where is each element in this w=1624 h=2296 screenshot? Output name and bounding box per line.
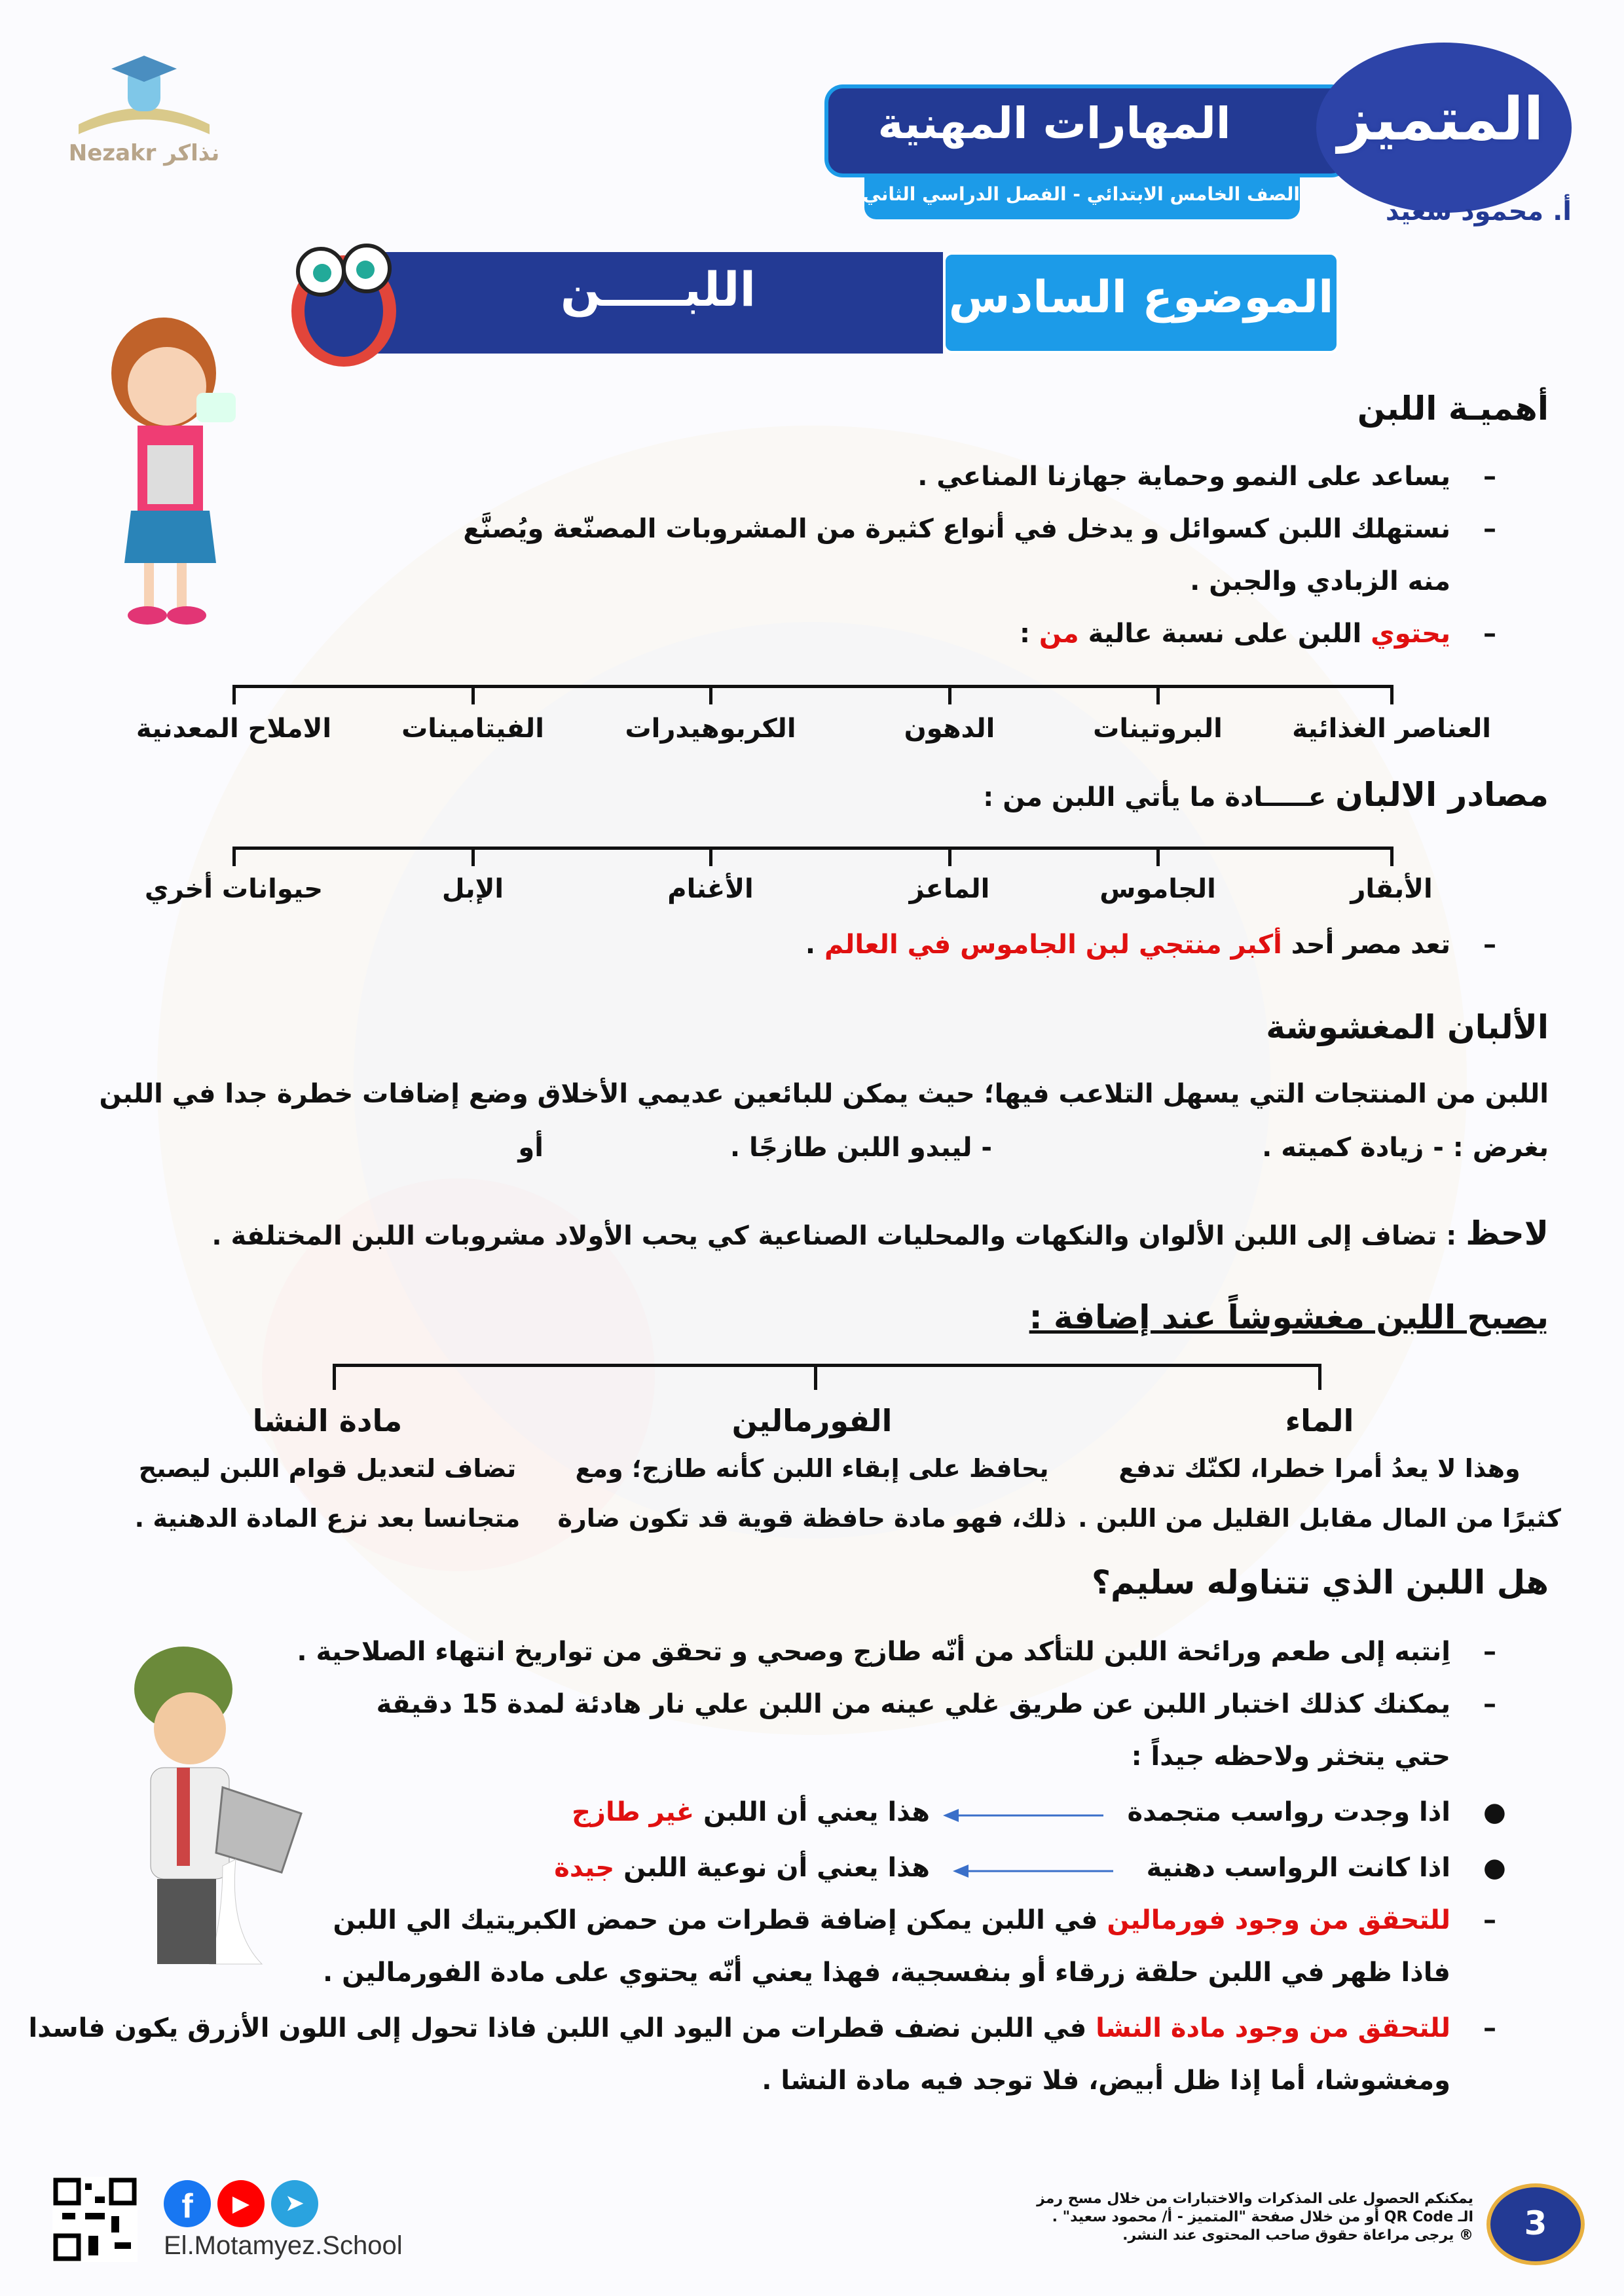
description-line: وهذا لا يعدُ أمرا خطرا، لكنّك تدفع [1118,1454,1521,1483]
note-line [212,1214,1549,1252]
social-icons [164,2180,318,2227]
tree-label: البروتينات [1093,714,1223,744]
note-label: لاحظ [1466,1214,1549,1252]
bullet-dash: – [1483,2013,1496,2043]
additive-description [135,1444,521,1543]
contains-highlight: يحتوي [1371,619,1450,649]
starch-test-highlight: للتحقق من وجود مادة النشا [1096,2013,1450,2043]
arrow-left-icon [953,1861,1116,1881]
bullet-dash: – [1483,514,1496,544]
fact-text: . [805,930,824,960]
additive-description [557,1444,1066,1543]
youtube-icon[interactable]: ▶ [217,2180,265,2227]
arrow-left-icon [943,1806,1107,1825]
result-text: هذا يعني أن اللبن [694,1797,930,1827]
starch-test [28,2013,1450,2043]
telegram-icon[interactable]: ➤ [271,2180,318,2227]
grade-label: الصف الخامس الابتدائي - الفصل الدراسي الثاني [862,183,1300,205]
importance-bullet: يساعد على النمو وحماية جهازنا المناعي . [917,462,1450,492]
sources-line [983,776,1549,814]
safe-bullet: يمكنك كذلك اختبار اللبن عن طريق غلي عينه من اللبن علي نار هادئة لمدة 15 دقيقة [376,1689,1450,1719]
additives-heading: يصبح اللبن مغشوشاً عند إضافة : [1029,1298,1549,1336]
tree-branch [1318,1364,1321,1390]
safe-milk-heading: هل اللبن الذي تتناوله سليم؟ [1091,1563,1549,1601]
tree-label: الدهون [904,714,995,744]
additive-description [1078,1444,1561,1543]
tree-line [232,847,1392,850]
tree-branch [232,685,236,704]
starch-test-text: في اللبن نضف قطرات من اليود الي اللبن فاذا تحول إلى اللون الأزرق يكون فاسدا [28,2013,1096,2043]
adulterated-heading: الألبان المغشوشة [1266,1008,1549,1046]
tree-branch [709,685,712,704]
notice-line: يمكنكم الحصول على المذكرات والاختبارات من خلال مسح رمز [1037,2191,1473,2207]
test-result-condition: اذا كانت الرواسب دهنية [1146,1853,1450,1883]
purpose-2: - ليبدو اللبن طازجًا . [729,1133,992,1163]
bullet-dash: – [1483,930,1496,960]
site-handle[interactable]: El.Motamyez.School [164,2231,403,2260]
tree-label: الجاموس [1099,874,1216,904]
safe-bullet-cont: حتي يتخثر ولاحظه جيداً : [1131,1741,1450,1772]
importance-bullet: نستهلك اللبن كسوائل و يدخل في أنواع كثيرة من المشروبات المصنّعة ويُصنَّع [463,514,1450,544]
result-highlight: جيدة [554,1853,615,1883]
tree-branch [814,1364,817,1390]
tree-branch [333,1364,336,1390]
formalin-test-highlight: للتحقق من وجود فورمالين [1107,1905,1450,1935]
description-line: يحافظ على إبقاء اللبن كأنه طازج؛ ومع [575,1454,1049,1483]
importance-heading: أهميـة اللبن [1357,390,1549,428]
tree-branch [1156,847,1160,866]
tree-label: الكربوهيدرات [625,714,796,744]
page-number-badge [1486,2183,1585,2265]
importance-bullet-cont: منه الزبادي والجبن . [1190,566,1450,596]
tree-branch [471,847,475,866]
bullet-dash: – [1483,462,1496,492]
additive-name: الفورمالين [731,1403,893,1438]
starch-test-cont: ومغشوشا، أما إذا ظل أبيض، فلا توجد فيه مادة النشا . [762,2066,1450,2096]
page-number: 3 [1524,2204,1547,2242]
note-text: : تضاف إلى اللبن الألوان والنكهات والمحليات الصناعية كي يحب الأولاد مشروبات اللبن المختلفة . [212,1221,1466,1251]
tree-label: العناصر الغذائية [1292,714,1491,744]
notice-line: ® يرجى مراعاة حقوق صاحب المحتوى عند النشر. [1122,2227,1473,2244]
contains-line [1020,619,1450,649]
test-result-condition: اذا وجدت رواسب متجمدة [1127,1797,1450,1827]
description-line: ذلك، فهو مادة حافظة قوية قد تكون ضارة [557,1504,1067,1533]
tree-line [334,1364,1320,1367]
tree-branch [1390,847,1393,866]
bullet-dot: ● [1483,1853,1506,1883]
milkman-illustration [111,1637,314,1977]
bullet-dash: – [1483,1637,1496,1667]
brand-logo-text: المتميز [1337,85,1544,154]
tree-branch [232,847,236,866]
girl-drinking-milk-illustration [92,314,262,635]
bullet-dash: – [1483,1905,1496,1935]
tree-label: الأغنام [667,874,754,904]
bullet-dot: ● [1483,1797,1506,1827]
purpose-1: بغرض : - زيادة كميته . [1262,1133,1549,1163]
contains-highlight: من [1039,619,1079,649]
additive-name: الماء [1285,1403,1354,1438]
tree-label: حيوانات أخري [144,874,323,904]
result-highlight: غير طازج [572,1797,695,1827]
bullet-dash: – [1483,1689,1496,1719]
tree-line [232,685,1392,688]
contains-text: : [1020,619,1039,649]
test-result-meaning [572,1797,930,1827]
adulterated-paragraph: اللبن من المنتجات التي يسهل التلاعب فيها؛ حيث يمكن للبائعين عديمي الأخلاق وضع إضافات خطرة جدا في اللبن [99,1079,1549,1109]
subject-title: المهارات المهنية [877,98,1231,149]
formalin-test [333,1905,1450,1935]
sources-intro: عـــــادة ما يأتي اللبن من : [983,782,1336,812]
book-cap-icon [52,52,236,137]
site-logo-text: Nezakr نذاكر [68,140,220,166]
result-text: هذا يعني أن نوعية اللبن [614,1853,930,1883]
tree-branch [948,685,951,704]
contains-text: اللبن على نسبة عالية [1079,619,1371,649]
footer-notice [1037,2190,1473,2245]
test-result-meaning [554,1853,930,1883]
qr-code[interactable] [52,2177,138,2262]
bullet-dash: – [1483,619,1496,649]
tree-label: الإبل [441,874,504,904]
topic-title: اللبـــــن [560,262,756,317]
tree-branch [709,847,712,866]
facebook-icon[interactable]: f [164,2180,211,2227]
tree-branch [471,685,475,704]
description-line: متجانسا بعد نزع المادة الدهنية . [134,1504,521,1533]
teacher-name: أ. محمود سعيد [1385,196,1572,227]
site-logo [52,52,236,177]
formalin-test-cont: فاذا ظهر في اللبن حلقة زرقاء أو بنفسجية، فهذا يعني أنّه يحتوي على مادة الفورمالين . [323,1958,1450,1988]
safe-bullet: اِنتبه إلى طعم ورائحة اللبن للتأكد من أنّه طازج وصحي و تحقق من تواريخ انتهاء الصلاحية . [297,1637,1450,1667]
formalin-test-text: في اللبن يمكن إضافة قطرات من حمض الكبريتيك الي اللبن [333,1905,1107,1935]
tree-branch [1390,685,1393,704]
tree-label: الماعز [909,874,990,904]
fact-highlight: أكبر منتجي لبن الجاموس في العالم [824,930,1282,960]
tree-branch [1156,685,1160,704]
description-line: تضاف لتعديل قوام اللبن ليصبح [138,1454,517,1483]
description-line: كثيرًا من المال مقابل القليل من اللبن . [1078,1504,1561,1533]
tree-branch [948,847,951,866]
sources-heading: مصادر الالبان [1335,776,1549,814]
topic-number: الموضوع السادس [948,272,1334,323]
owl-icon [282,226,406,370]
additive-name: مادة النشا [252,1403,403,1438]
notice-line: الـ QR Code أو من خلال صفحة "المتميز - أ/ محمود سعيد" . [1052,2209,1473,2225]
fact-text: تعد مصر أحد [1282,930,1450,960]
tree-label: الأبقار [1350,874,1433,904]
tree-label: الفيتامينات [401,714,544,744]
tree-label: الاملاح المعدنية [136,714,332,744]
purpose-or: أو [518,1133,544,1163]
egypt-fact [805,930,1450,960]
